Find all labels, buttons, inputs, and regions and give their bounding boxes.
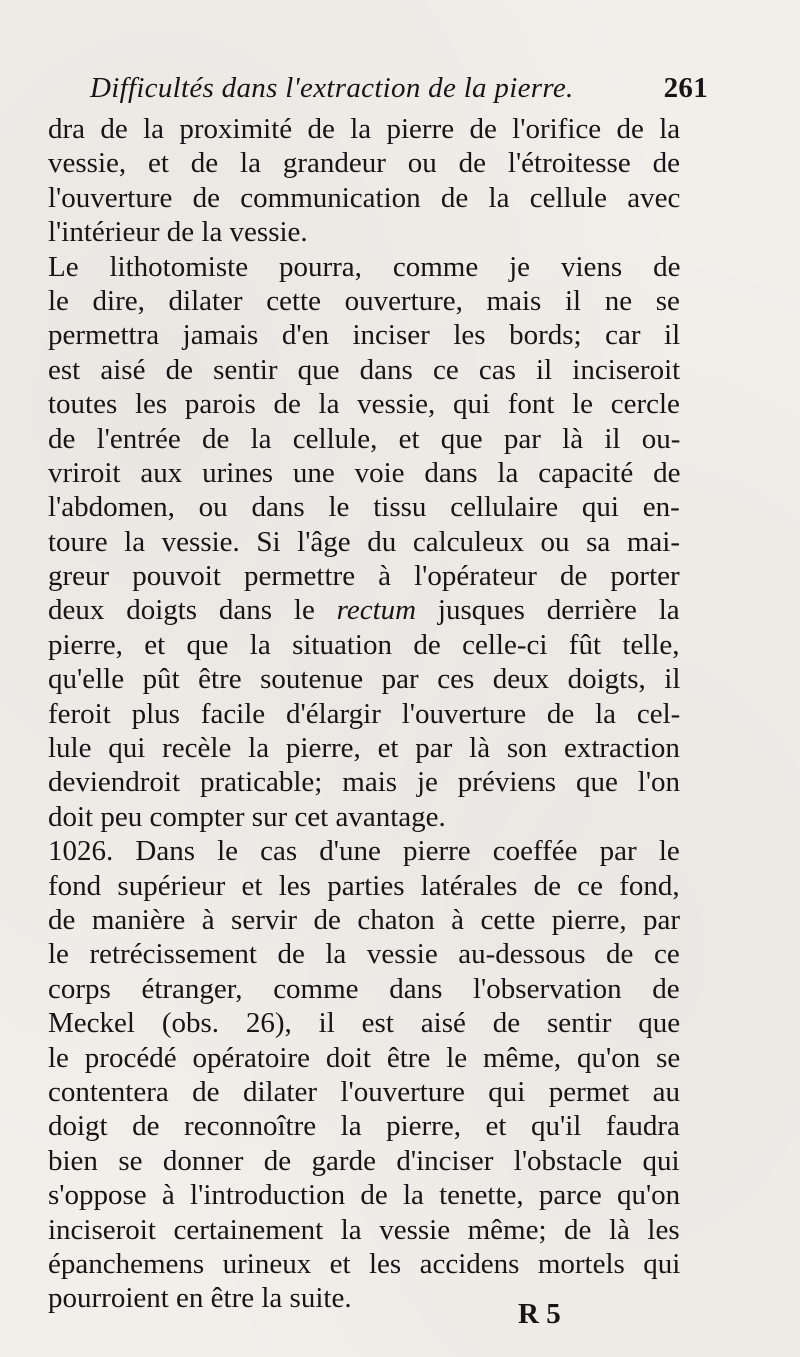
text-line: inciseroit certainement la vessie même; de là les <box>48 1213 680 1246</box>
text-line: 1026. Dans le cas d'une pierre coeffée par le <box>48 835 680 868</box>
text-line: toutes les parois de la vessie, qui font le cercle <box>48 388 680 421</box>
text-line: l'ouverture de communication de la cellule avec <box>48 181 681 214</box>
text-line: corps étranger, comme dans l'observation de <box>48 972 680 1005</box>
text-line: pierre, et que la situation de celle-ci fût telle, <box>48 628 680 661</box>
text-line: contentera de dilater l'ouverture qui permet au <box>48 1075 681 1108</box>
text-line: vessie, et de la grandeur ou de l'étroitesse de <box>48 147 680 180</box>
text-line: qu'elle pût être soutenue par ces deux doigts, il <box>48 663 681 696</box>
text-line: épanchemens urineux et les accidens mortels qui <box>48 1247 681 1280</box>
text-line: doigt de reconnoître la pierre, et qu'il faudra <box>48 1110 680 1143</box>
italic-word: rectum <box>336 594 417 627</box>
text-line: permettra jamais d'en inciser les bords; car il <box>48 319 681 352</box>
text-line: l'abdomen, ou dans le tissu cellulaire qui en- <box>48 491 680 524</box>
running-header <box>90 72 708 112</box>
text-line: l'intérieur de la vessie. <box>48 216 308 249</box>
text-line: toure la vessie. Si l'âge du calculeux ou sa mai- <box>48 525 680 558</box>
text-line: greur pouvoit permettre à l'opérateur de porter <box>48 560 680 593</box>
running-title: Difficultés dans l'extraction de la pierre. <box>90 72 574 104</box>
text-line: deviendroit praticable; mais je préviens que l'on <box>48 766 681 799</box>
text-line: est aisé de sentir que dans ce cas il inciseroit <box>48 353 681 386</box>
text-line: de l'entrée de la cellule, et que par là il ou- <box>48 422 681 455</box>
text-line: deux doigts dans le rectum jusques derrière la <box>48 594 680 627</box>
text-line: Meckel (obs. 26), il est aisé de sentir que <box>48 1007 681 1040</box>
text-line: dra de la proximité de la pierre de l'orifice de la <box>48 113 681 145</box>
text-line: fond supérieur et les parties latérales de ce fond, <box>48 869 680 902</box>
text-line: le procédé opératoire doit être le même, qu'on se <box>48 1041 681 1074</box>
page-number: 261 <box>663 72 708 104</box>
text-line: feroit plus facile d'élargir l'ouverture de la cel- <box>48 697 681 730</box>
signature-mark: R 5 <box>518 1298 561 1330</box>
text-line: doit peu compter sur cet avantage. <box>48 800 446 833</box>
text-line: pourroient en être la suite. <box>48 1282 352 1315</box>
text-line: lule qui recèle la pierre, et par là son extraction <box>48 732 680 765</box>
body-text <box>48 112 680 1316</box>
text-line: le retrécissement de la vessie au-dessous de ce <box>48 938 680 971</box>
text-line: de manière à servir de chaton à cette pierre, par <box>48 903 681 936</box>
text-line: s'oppose à l'introduction de la tenette, parce qu'on <box>48 1179 681 1212</box>
text-line: le dire, dilater cette ouverture, mais il ne se <box>48 284 680 317</box>
text-line: bien se donner de garde d'inciser l'obstacle qui <box>48 1144 680 1177</box>
text-line: vriroit aux urines une voie dans la capacité de <box>48 456 681 489</box>
text-line: Le lithotomiste pourra, comme je viens de <box>48 250 681 283</box>
